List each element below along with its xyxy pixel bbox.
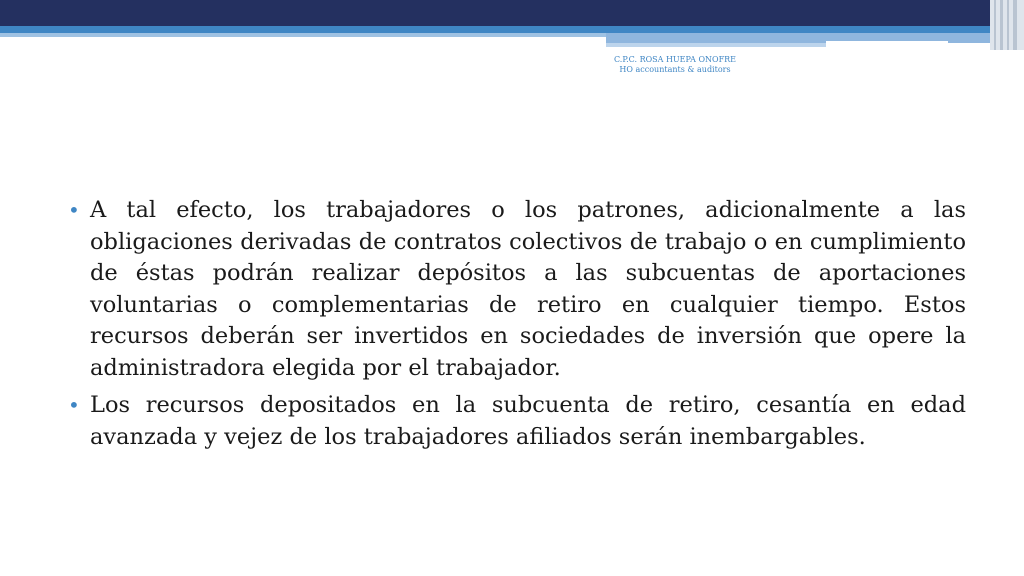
bullet-item: • A tal efecto, los trabajadores o los patrones, adicionalmente a las obligaciones derivadas de contratos colectivos de trabajo o en cumplimiento de éstas podrán realizar depósitos a las subcuentas de aportaciones voluntarias o complementarias de retiro en cualquier tiempo. Estos recursos deberán ser invertidos en sociedades de inversión que opere la administradora elegida por el trabajador. — [66, 195, 966, 384]
header-stripe-thin — [606, 43, 826, 47]
header-stripe-light — [0, 33, 606, 37]
header-stripe — [0, 26, 1024, 33]
firm-name: HO accountants & auditors — [619, 65, 731, 74]
header-stripe-white — [826, 41, 948, 44]
bullet-item: • Los recursos depositados en la subcuenta de retiro, cesantía en edad avanzada y vejez de los trabajadores afiliados serán inembargables. — [66, 390, 966, 453]
author-name: C.P.C. ROSA HUEPA ONOFRE — [613, 55, 737, 64]
header-bar — [0, 0, 1024, 26]
slide-body — [66, 195, 966, 459]
author-header — [560, 55, 790, 75]
header-corner-decoration — [990, 0, 1024, 50]
